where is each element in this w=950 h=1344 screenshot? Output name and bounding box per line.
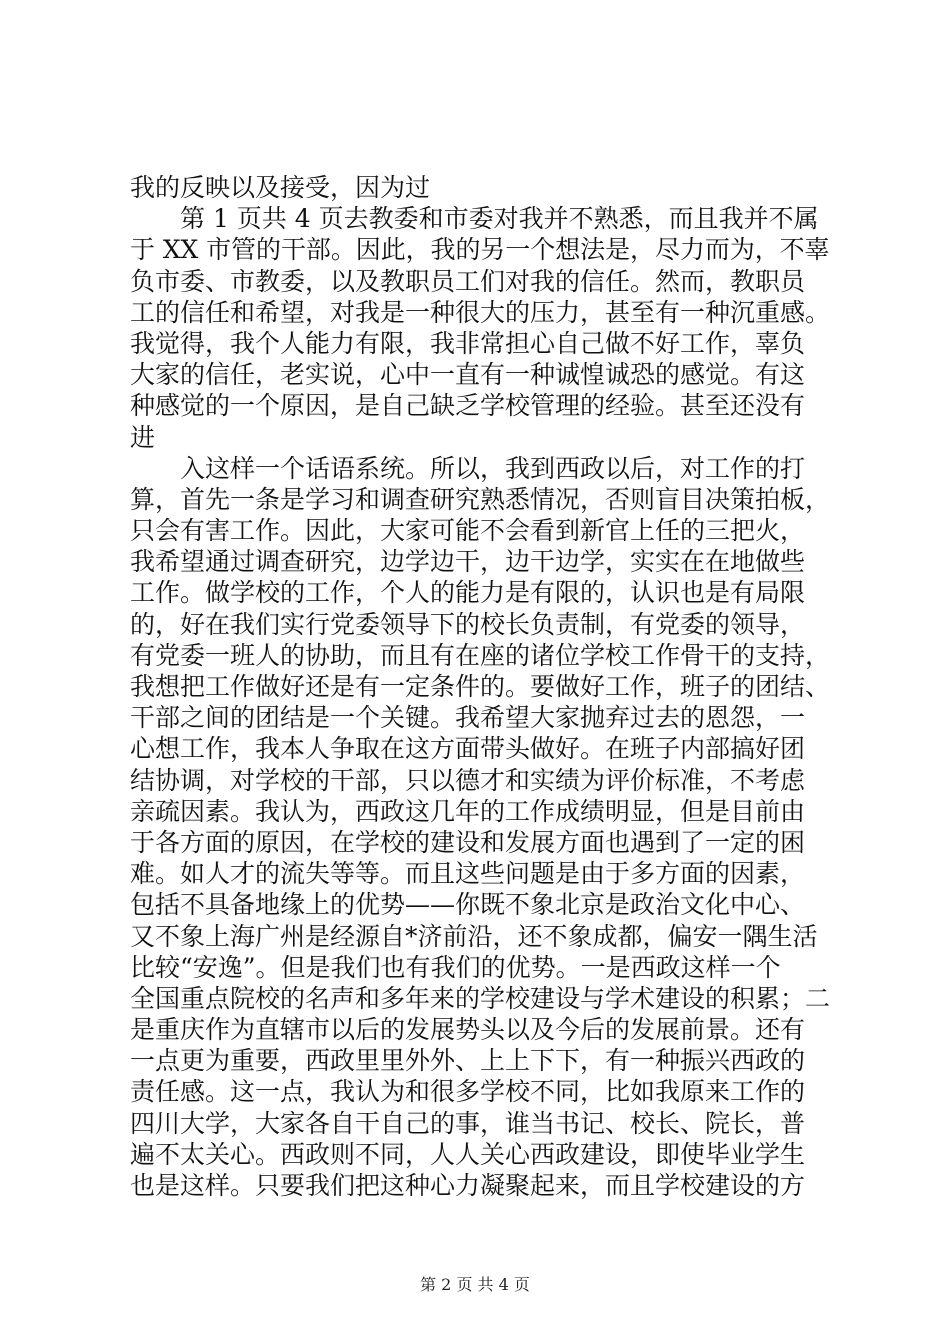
- text-line: 我的反映以及接受，因为过: [130, 173, 431, 202]
- text-line: 一点更为重要，西政里里外外、上上下下，有一种振兴西政的: [130, 1046, 806, 1076]
- text-line: 责任感。这一点，我认为和很多学校不同，比如我原来工作的: [130, 1077, 806, 1107]
- text-line: 的，好在我们实行党委领导下的校长负责制，有党委的领导，: [130, 609, 806, 639]
- text-line: 四川大学，大家各自干自己的事，谁当书记、校长、院长，普: [130, 1108, 806, 1138]
- text-line: 入这样一个话语系统。所以，我到西政以后，对工作的打: [130, 453, 806, 483]
- text-line: 种感觉的一个原因，是自己缺乏学校管理的经验。甚至还没有: [130, 391, 806, 421]
- text-line: 遍不太关心。西政则不同，人人关心西政建设，即使毕业学生: [130, 1139, 806, 1169]
- text-line: 工作。做学校的工作，个人的能力是有限的，认识也是有局限: [130, 578, 806, 608]
- text-line: 第 1 页共 4 页去教委和市委对我并不熟悉，而且我并不属: [130, 204, 819, 234]
- text-line: 比较“安逸”。但是我们也有我们的优势。一是西政这样一个: [130, 952, 781, 982]
- body-text: [130, 172, 830, 1201]
- text-line: 全国重点院校的名声和多年来的学校建设与学术建设的积累；二: [130, 983, 831, 1013]
- text-line: 进: [130, 422, 156, 452]
- text-line: 负市委、市教委，以及教职员工们对我的信任。然而，教职员: [130, 266, 806, 296]
- text-line: 于各方面的原因，在学校的建设和发展方面也遇到了一定的困: [130, 827, 806, 857]
- text-line: 也是这样。只要我们把这种心力凝聚起来，而且学校建设的方: [130, 1171, 806, 1200]
- text-line: 工的信任和希望，对我是一种很大的压力，甚至有一种沉重感。: [130, 297, 831, 327]
- text-line: 心想工作，我本人争取在这方面带头做好。在班子内部搞好团: [130, 734, 806, 764]
- text-line: 于 XX 市管的干部。因此，我的另一个想法是，尽力而为，不辜: [130, 235, 830, 265]
- text-line: 亲疏因素。我认为，西政这几年的工作成绩明显，但是目前由: [130, 796, 806, 826]
- page-footer: 第 2 页 共 4 页: [420, 1275, 530, 1294]
- text-line: 是重庆作为直辖市以后的发展势头以及今后的发展前景。还有: [130, 1015, 806, 1045]
- text-line: 干部之间的团结是一个关键。我希望大家抛弃过去的恩怨，一: [130, 703, 806, 733]
- text-line: 算，首先一条是学习和调查研究熟悉情况，否则盲目决策拍板，: [130, 484, 831, 514]
- text-line: 包括不具备地缘上的优势——你既不象北京是政治文化中心、: [130, 890, 806, 920]
- text-line: 又不象上海广州是经源自*济前沿，还不象成都，偏安一隅生活: [130, 921, 818, 951]
- text-line: 大家的信任，老实说，心中一直有一种诚惶诚恐的感觉。有这: [130, 360, 806, 390]
- text-line: 我觉得，我个人能力有限，我非常担心自己做不好工作，辜负: [130, 328, 806, 358]
- text-line: 我希望通过调查研究，边学边干，边干边学，实实在在地做些: [130, 547, 806, 577]
- text-line: 我想把工作做好还是有一定条件的。要做好工作，班子的团结、: [130, 672, 831, 701]
- text-line: 难。如人才的流失等等。而且这些问题是由于多方面的因素，: [130, 859, 806, 889]
- text-line: 结协调，对学校的干部，只以德才和实绩为评价标准，不考虑: [130, 765, 806, 795]
- text-line: 只会有害工作。因此，大家可能不会看到新官上任的三把火，: [130, 516, 806, 546]
- text-line: 有党委一班人的协助，而且有在座的诸位学校工作骨干的支持，: [130, 640, 831, 670]
